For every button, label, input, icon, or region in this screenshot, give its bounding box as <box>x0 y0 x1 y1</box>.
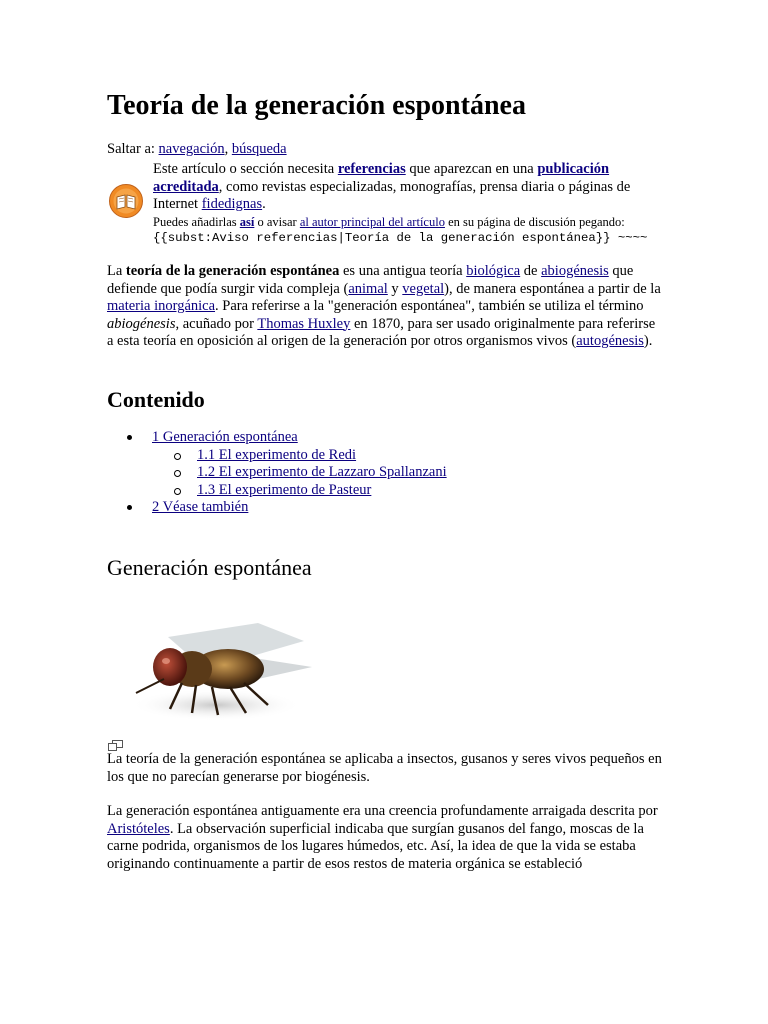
how-link[interactable]: así <box>239 214 255 229</box>
intro-t5: y <box>387 280 403 297</box>
bullet-icon <box>127 435 132 440</box>
enlarge-icon[interactable] <box>108 740 123 751</box>
publication-link[interactable]: publicación acreditada <box>153 161 610 195</box>
toc-item <box>107 464 667 482</box>
intro-paragraph <box>107 263 663 351</box>
jump-separator: , <box>224 141 232 157</box>
references-link[interactable]: referencias <box>337 161 406 177</box>
toc-item <box>107 499 667 517</box>
nav-link[interactable]: navegación <box>158 141 225 157</box>
toc-item <box>107 447 667 465</box>
reliable-link[interactable]: fidedignas <box>201 196 263 212</box>
biological-link[interactable]: biológica <box>466 263 521 279</box>
vegetal-link[interactable]: vegetal <box>402 280 445 297</box>
circle-bullet-icon <box>174 470 181 477</box>
references-notice <box>153 161 663 246</box>
aristotle-link[interactable]: Aristóteles <box>107 820 170 837</box>
notice-text-c: , como revistas especializadas, monografías, prensa diaria o páginas de Internet <box>153 178 631 212</box>
paragraph-3 <box>107 803 663 873</box>
intro-t6: ), de manera espontánea a partir de la <box>444 280 661 297</box>
autogenesis-link[interactable]: autogénesis <box>576 333 644 349</box>
fly-image[interactable] <box>108 597 316 735</box>
notice-small-text <box>153 214 663 230</box>
abiogenesis-link[interactable]: abiogénesis <box>541 263 609 279</box>
toc-item <box>107 482 667 500</box>
intro-t7: . Para referirse a la "generación espontánea", también se utiliza el término <box>215 298 644 314</box>
toc-link[interactable]: 1.2 El experimento de Lazzaro Spallanzani <box>197 464 447 480</box>
notice-text-d: . <box>262 196 266 212</box>
intro-t8: , acuñado por <box>175 315 258 332</box>
toc-item <box>107 429 667 447</box>
intro-t9: en 1870, para ser usado originalmente para referirse a esta teoría en oposición al origen de la generación por otros organismos vivos ( <box>107 315 656 349</box>
notice-text-a: Este artículo o sección necesita <box>153 161 338 177</box>
circle-bullet-icon <box>174 453 181 460</box>
jump-links <box>107 140 287 158</box>
search-link[interactable]: búsqueda <box>231 141 287 157</box>
intro-t4: que defiende que podía surgir vida compleja ( <box>107 263 634 297</box>
template-code: {{subst:Aviso referencias|Teoría de la generación espontánea}} ~~~~ <box>153 230 648 245</box>
notice-text <box>153 161 663 214</box>
animal-link[interactable]: animal <box>348 280 388 297</box>
small-text-a: Puedes añadirlas <box>153 214 240 229</box>
jump-prefix: Saltar a: <box>107 141 159 157</box>
author-link[interactable]: al autor principal del artículo <box>299 214 445 229</box>
intro-bold-term: teoría de la generación espontánea <box>125 263 340 279</box>
para3-t2: . La observación superficial indicaba que surgían gusanos del fango, moscas de la carne podrida, organismos de los lugares húmedos, etc. Así, la idea de que la vida se estaba originando continuamente a partir de esos restos de materia orgánica se estableció <box>107 820 644 872</box>
toc-link[interactable]: 1 Generación espontánea <box>152 429 298 445</box>
toc-link[interactable]: 2 Véase también <box>152 499 249 515</box>
contents-heading: Contenido <box>107 387 205 412</box>
huxley-link[interactable]: Thomas Huxley <box>257 315 351 332</box>
intro-italic-term: abiogénesis <box>107 315 176 332</box>
intro-t2: es una antigua teoría <box>339 263 467 279</box>
small-text-b: o avisar <box>254 214 300 229</box>
intro-t10: ). <box>643 333 653 349</box>
notice-text-b: que aparezcan en una <box>405 161 538 177</box>
intro-t1: La <box>107 263 126 279</box>
small-text-c: en su página de discusión pegando: <box>444 214 625 229</box>
paragraph-2: La teoría de la generación espontánea se aplicaba a insectos, gusanos y seres vivos pequeños en los que no parecían generarse por biogénesis. <box>107 751 662 785</box>
intro-t3: de <box>520 263 542 279</box>
section-heading: Generación espontánea <box>107 555 312 580</box>
toc-link[interactable]: 1.3 El experimento de Pasteur <box>197 481 372 498</box>
page-title: Teoría de la generación espontánea <box>107 90 526 121</box>
circle-bullet-icon <box>174 488 181 495</box>
book-icon <box>108 183 144 219</box>
table-of-contents <box>107 429 667 517</box>
para3-t1: La generación espontánea antiguamente era una creencia profundamente arraigada descrita por <box>107 803 658 819</box>
fly-photo-icon <box>108 597 316 735</box>
bullet-icon <box>127 505 132 510</box>
inorganic-matter-link[interactable]: materia inorgánica <box>107 298 216 314</box>
toc-link[interactable]: 1.1 El experimento de Redi <box>197 446 357 463</box>
